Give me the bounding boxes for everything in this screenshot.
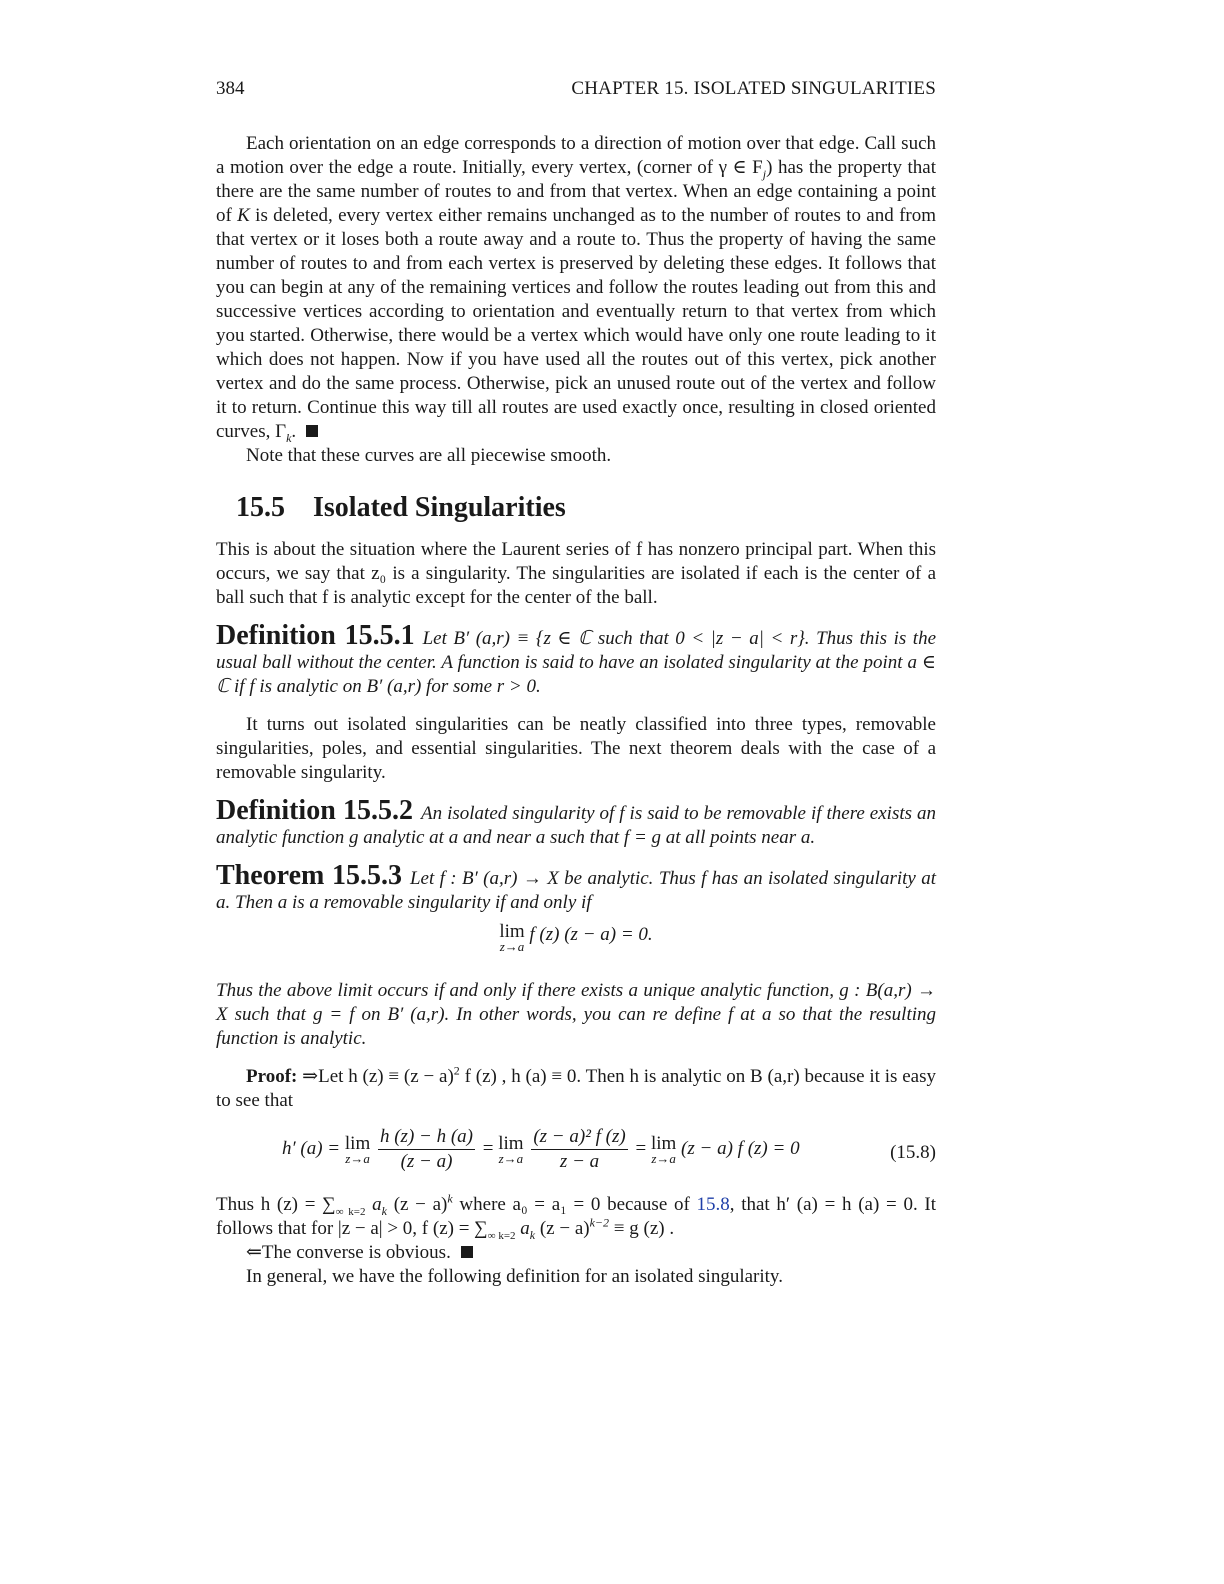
text-span: ≡ g (z) . — [609, 1218, 675, 1239]
section-title: Isolated Singularities — [313, 492, 566, 523]
sum-limits: ∞ k=2 — [487, 1229, 516, 1242]
theorem-limit-equation — [216, 923, 936, 963]
subscript: j — [762, 166, 767, 181]
display-equation — [216, 1121, 936, 1183]
theorem-conclusion: Thus the above limit occurs if and only if there exists a unique analytic function, g : B(a,r) → X such that g = f on B′ (a,r). In other words, you can re define f at a so that the resulting function is analytic. — [216, 980, 936, 1049]
chapter-title: CHAPTER 15. ISOLATED SINGULARITIES — [571, 78, 936, 99]
proof-label: Proof: — [246, 1066, 298, 1087]
paragraph-routes — [216, 132, 936, 444]
fraction-numerator: (z − a)² f (z) — [531, 1125, 627, 1150]
equation-lhs: h′ (a) = — [282, 1137, 345, 1159]
lim-subscript: z→a — [499, 939, 525, 954]
paragraph-piecewise: Note that these curves are all piecewise smooth. — [246, 445, 612, 466]
spacer — [216, 1051, 936, 1065]
text-span: is deleted, every vertex either remains unchanged as to the number of routes to and from that vertex or it loses both a route away and a route to. Thus the property of having the same number of routes to and from each vertex is preserved by deleting these edges. It follows that you can begin at any of the remaining vertices and follow the routes leading out from this and successive vertices according to orientation and eventually return to that vertex from which you started. Otherwise, there would be a vertex which would have only one route leading to it which does not happen. Now if you have used all the routes out of this vertex, pick another vertex and do the same process. Otherwise, pick an unused route out of the vertex and follow it to return. Continue this way till all routes are used exactly once, resulting in closed oriented curves, Γ — [216, 205, 936, 442]
qed-square-icon — [461, 1246, 473, 1258]
limit-operator — [499, 923, 524, 953]
text-span: where a₀ = a₁ = 0 because of — [452, 1194, 697, 1215]
fraction-2 — [531, 1125, 627, 1174]
proof-start — [216, 1065, 936, 1113]
text-span: a — [515, 1218, 530, 1239]
page-body — [216, 132, 936, 1289]
equation-number: (15.8) — [890, 1142, 936, 1163]
fraction-denominator: z − a — [559, 1151, 600, 1172]
definition-2 — [216, 795, 936, 850]
theorem — [216, 860, 936, 915]
definition-1-heading: Definition 15.5.1 — [216, 620, 415, 651]
paragraph-intro: This is about the situation where the Laurent series of f has nonzero principal part. When this occurs, we say that z₀ is a singularity. The singularities are isolated if each is the center of a ball such that f is analytic except for the center of the ball. — [216, 539, 936, 608]
equation-reference-link[interactable]: 15.8 — [696, 1194, 730, 1215]
superscript: 2 — [453, 1063, 460, 1078]
proof-series — [216, 1193, 936, 1241]
page-number: 384 — [216, 78, 245, 99]
lim-word: lim — [650, 1132, 677, 1154]
text-span: ⇒Let h (z) ≡ (z − a) — [297, 1066, 454, 1087]
theorem-heading: Theorem 15.5.3 — [216, 860, 402, 891]
equation-body — [282, 1125, 800, 1174]
equals-sign: = — [482, 1137, 499, 1159]
subscript: k — [286, 430, 292, 445]
text-span: Thus h (z) = ∑ — [216, 1194, 336, 1215]
definition-2-heading: Definition 15.5.2 — [216, 795, 414, 826]
text-span: (z − a) — [387, 1194, 448, 1215]
limit-expression: f (z) (z − a) = 0. — [529, 924, 653, 945]
definition-2-text: An isolated singularity of f is said to be removable if there exists an analytic function g analytic at a and near a such that f = g at all points near a. — [216, 803, 936, 848]
sum-limits: ∞ k=2 — [335, 1205, 366, 1218]
text-span: ) has the property that there are the same number of routes to and from that vertex. When an edge containing a point of — [216, 157, 936, 226]
theorem-text: Let f : B′ (a,r) → X be analytic. Thus f has an isolated singularity at a. Then a is a removable singularity if and only if — [216, 868, 936, 913]
section-number: 15.5 — [236, 492, 285, 523]
equals-sign: = — [635, 1137, 651, 1159]
lim-subscript: z→a — [498, 1150, 524, 1166]
limit-operator — [498, 1132, 524, 1166]
section-heading — [236, 492, 936, 524]
limit-operator — [344, 1132, 371, 1166]
lim-word: lim — [344, 1132, 371, 1154]
text-span: Each orientation on an edge corresponds to a direction of motion over that edge. Call such a motion over the edge a route. Initially, every vertex, (corner of γ ∈ F — [216, 133, 936, 178]
subscript: k — [381, 1203, 387, 1218]
fraction-denominator: (z − a) — [400, 1151, 453, 1172]
text-span: (z − a) — [535, 1218, 590, 1239]
lim-word: lim — [499, 921, 525, 942]
text-span: f (z) , h (a) ≡ 0. Then h is analytic on B (a,r) because it is easy to see that — [216, 1066, 936, 1111]
lim-word: lim — [498, 1132, 524, 1154]
definition-1-text: Let B′ (a,r) ≡ {z ∈ ℂ such that 0 < |z − a| < r}. Thus this is the usual ball without the center. A function is said to have an isolated singularity at the point a ∈ ℂ if f is analytic on B′ (a,r) for some r > 0. — [216, 628, 937, 697]
equation-tail: (z − a) f (z) = 0 — [681, 1137, 800, 1159]
paragraph-classification: It turns out isolated singularities can be neatly classified into three types, removable singularities, poles, and essential singularities. The next theorem deals with the case of a removable singularity. — [216, 714, 936, 783]
proof-converse — [216, 1241, 936, 1265]
text-span: ⇐The converse is obvious. — [246, 1242, 451, 1263]
fraction-1 — [378, 1125, 475, 1174]
qed-square-icon — [306, 425, 318, 437]
lim-subscript: z→a — [651, 1150, 676, 1166]
spacer — [216, 699, 936, 713]
subscript: k — [529, 1227, 536, 1242]
paragraph-general: In general, we have the following definition for an isolated singularity. — [246, 1266, 783, 1287]
superscript: k — [447, 1191, 453, 1206]
fraction-numerator: h (z) − h (a) — [378, 1125, 475, 1150]
superscript: k−2 — [589, 1215, 610, 1230]
math-symbol: K — [237, 205, 250, 226]
text-span: a — [365, 1194, 382, 1215]
text-span: . — [291, 421, 297, 442]
text-span: , that h′ (a) = h (a) = 0. It follows that for |z − a| > 0, f (z) = ∑ — [216, 1194, 937, 1239]
definition-1 — [216, 620, 937, 699]
lim-subscript: z→a — [345, 1150, 370, 1166]
limit-operator — [650, 1132, 677, 1166]
